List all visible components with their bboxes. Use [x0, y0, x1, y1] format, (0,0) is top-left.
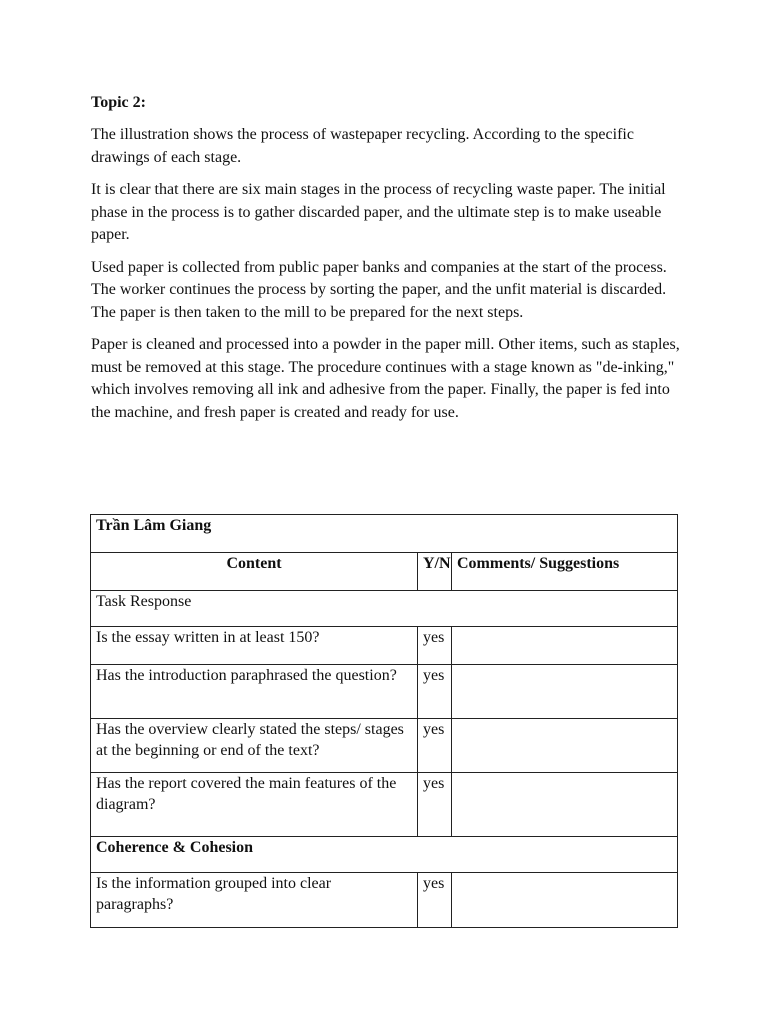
paragraph-3: Used paper is collected from public paper banks and companies at the start of the process. The worker continues the process by sorting the paper, and the unfit material is discarded. The paper is then taken to the mill to be prepared for the next steps. — [91, 258, 667, 321]
question-cell: Has the overview clearly stated the steps/ stages at the beginning or end of the text? — [91, 719, 418, 773]
section-row — [91, 591, 678, 627]
paragraph-4: Paper is cleaned and processed into a powder in the paper mill. Other items, such as staples, must be removed at this stage. The procedure continues with a stage known as "de-inking," which involves removing all ink and adhesive from the paper. Finally, the paper is fed into the machine, and fresh paper is created and ready for use. — [91, 336, 680, 421]
answer-cell: yes — [418, 873, 452, 928]
section-title-coherence-cohesion: Coherence & Cohesion — [91, 837, 678, 873]
header-content: Content — [91, 553, 418, 591]
header-comments: Comments/ Suggestions — [452, 553, 678, 591]
answer-cell: yes — [418, 773, 452, 837]
answer-cell: yes — [418, 719, 452, 773]
question-cell: Has the introduction paraphrased the question? — [91, 665, 418, 719]
paragraph-2: It is clear that there are six main stages in the process of recycling waste paper. The initial phase in the process is to gather discarded paper, and the ultimate step is to make useable paper. — [91, 181, 666, 243]
comment-cell[interactable] — [452, 627, 678, 665]
table-row — [91, 773, 678, 837]
header-yn: Y/N — [418, 553, 452, 591]
table-row — [91, 873, 678, 928]
table-row — [91, 627, 678, 665]
comment-cell[interactable] — [452, 873, 678, 928]
section-row — [91, 837, 678, 873]
question-cell: Is the information grouped into clear paragraphs? — [91, 873, 418, 928]
table-header-row — [91, 553, 678, 591]
question-cell: Has the report covered the main features of the diagram? — [91, 773, 418, 837]
feedback-rubric-table — [90, 514, 678, 928]
essay-body — [91, 92, 681, 434]
comment-cell[interactable] — [452, 665, 678, 719]
table-row — [91, 719, 678, 773]
topic-heading: Topic 2: — [91, 94, 146, 111]
comment-cell[interactable] — [452, 773, 678, 837]
student-name-row — [91, 515, 678, 553]
student-name: Trần Lâm Giang — [91, 515, 678, 553]
section-title-task-response: Task Response — [91, 591, 678, 627]
answer-cell: yes — [418, 627, 452, 665]
answer-cell: yes — [418, 665, 452, 719]
question-cell: Is the essay written in at least 150? — [91, 627, 418, 665]
paragraph-1: The illustration shows the process of wastepaper recycling. According to the specific drawings of each stage. — [91, 126, 634, 166]
table-row — [91, 665, 678, 719]
comment-cell[interactable] — [452, 719, 678, 773]
